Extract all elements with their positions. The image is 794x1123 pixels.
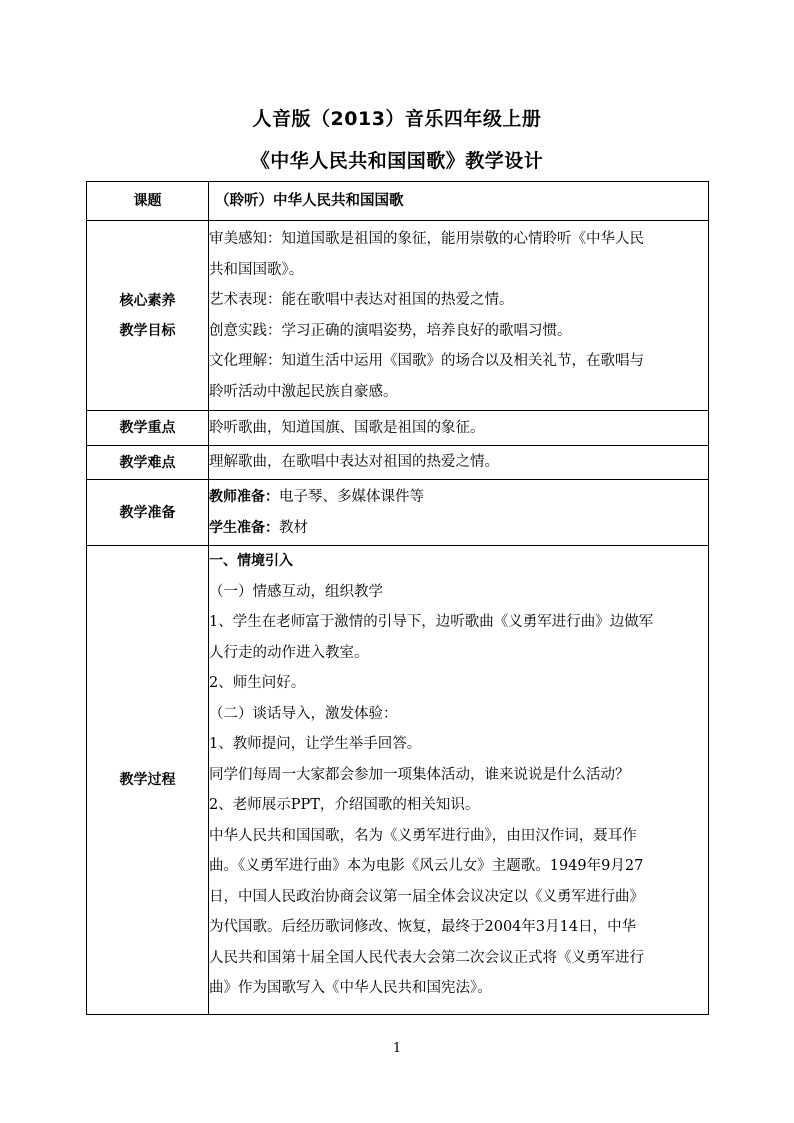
process-line: 中华人民共和国国歌，名为《义勇军进行曲》，由田汉作词，聂耳作 [209,827,637,844]
objectives-content [209,221,709,411]
objective-line: 创意实践：学习正确的演唱姿势，培养良好的歌唱习惯。 [209,322,572,339]
process-line: 曲》作为国歌写入《中华人民共和国宪法》。 [209,980,492,996]
key-points-value: 聆听歌曲，知道国旗、国歌是祖国的象征。 [209,411,709,446]
difficulties-label: 教学难点 [87,446,209,480]
student-preparation [209,513,708,544]
objectives-label [87,221,209,411]
process-content [209,546,709,1015]
table-row-difficulties [87,446,709,480]
student-preparation-label: 学生准备： [209,519,279,536]
table-row-preparation [87,480,709,546]
process-line: 2、师生问好。 [209,675,306,691]
process-label: 教学过程 [87,546,209,1015]
student-preparation-value: 教材 [279,519,308,536]
topic-label: 课题 [87,182,209,221]
document-title-line1: 人音版（2013）音乐四年级上册 [252,108,542,130]
process-line: 1、学生在老师富于激情的引导下，边听歌曲《义勇军进行曲》边做军 [209,614,654,630]
objectives-label-line2: 教学目标 [119,322,176,339]
process-line: 2、老师展示PPT，介绍国歌的相关知识。 [209,797,480,813]
objective-line: 聆听活动中激起民族自豪感。 [209,383,398,400]
objective-line: 艺术表现：能在歌唱中表达对祖国的热爱之情。 [209,292,514,308]
objectives-label-line1: 核心素养 [119,292,176,309]
process-line: 1、教师提问，让学生举手回答。 [209,736,422,752]
table-row-objectives [87,221,709,411]
objective-line: 共和国国歌》。 [209,261,304,278]
key-points-label: 教学重点 [87,411,209,446]
teacher-preparation [209,482,708,513]
process-line: 人民共和国第十届全国人民代表大会第二次会议正式将《义勇军进行 [209,949,644,966]
process-line: 曲。《义勇军进行曲》本为电影《风云儿女》主题歌。1949年9月27 [209,858,644,874]
table-row-topic [87,182,709,221]
teacher-preparation-value: 电子琴、多媒体课件等 [279,489,424,505]
process-section-heading: 一、情境引入 [209,553,293,569]
objective-line: 文化理解：知道生活中运用《国歌》的场合以及相关礼节，在歌唱与 [209,353,644,369]
process-line: （二）谈话导入，激发体验： [209,705,398,722]
preparation-label: 教学准备 [87,480,209,546]
table-row-key-points [87,411,709,446]
lesson-plan-table [86,181,709,1015]
difficulties-value: 理解歌曲，在歌唱中表达对祖国的热爱之情。 [209,446,709,480]
preparation-content [209,480,709,546]
page-number: 1 [392,1041,402,1056]
process-line: 同学们每周一大家都会参加一项集体活动，谁来说说是什么活动？ [209,766,630,783]
document-title-line2: 《中华人民共和国国歌》教学设计 [250,150,544,172]
table-row-process [87,546,709,1015]
topic-value: （聆听）中华人民共和国国歌 [209,182,709,221]
process-line: 人行走的动作进入教室。 [209,644,369,661]
process-line: 为代国歌。后经历歌词修改、恢复，最终于2004年3月14日，中华 [209,919,637,935]
process-line: （一）情感互动，组织教学 [209,583,383,600]
objective-line: 审美感知：知道国歌是祖国的象征，能用崇敬的心情聆听《中华人民 [209,231,644,247]
teacher-preparation-label: 教师准备： [209,489,279,505]
process-line: 日，中国人民政治协商会议第一届全体会议决定以《义勇军进行曲》 [209,888,644,905]
